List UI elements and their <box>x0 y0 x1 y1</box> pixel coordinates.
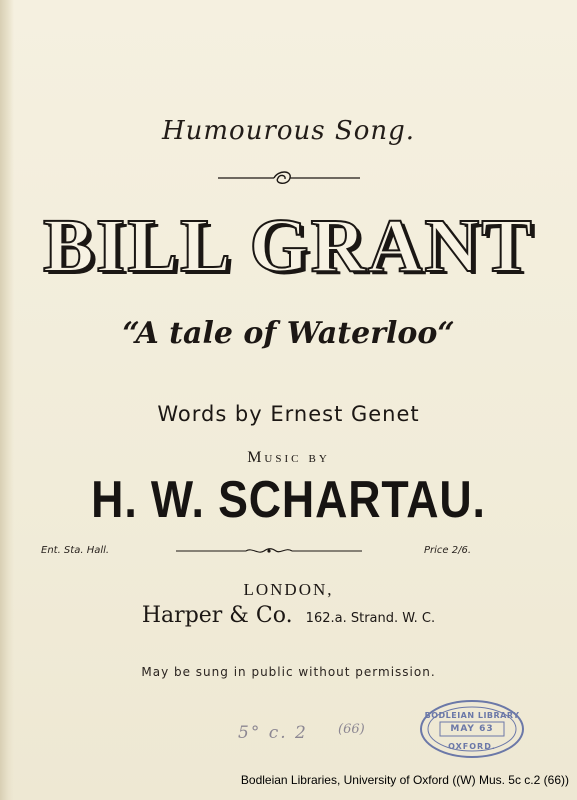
source-credit: Bodleian Libraries, University of Oxford ((W) Mus. 5c c.2 (66)) <box>240 773 569 787</box>
composer-name: H. W. SCHARTAU. <box>91 471 486 529</box>
pencil-shelfmark: 5° c. 2 <box>238 723 308 743</box>
pencil-shelfmark-number: (66) <box>338 722 365 737</box>
song-subtitle: “A tale of Waterloo“ <box>122 316 455 351</box>
divider-ornament <box>176 545 362 557</box>
song-title: BILL GRANT <box>43 204 534 288</box>
genre-heading: Humourous Song. <box>161 116 416 146</box>
lyricist-credit: Words by Ernest Genet <box>157 402 420 426</box>
flourish-ornament <box>216 166 362 190</box>
performance-permission: May be sung in public without permission. <box>141 665 436 679</box>
stamp-library-name: BODLEIAN LIBRARY <box>424 711 520 720</box>
publisher-address: 162.a. Strand. W. C. <box>305 611 436 626</box>
publisher-name: Harper & Co. <box>141 603 293 628</box>
library-stamp <box>418 698 526 760</box>
imprint-city: LONDON, <box>243 580 334 599</box>
music-by-label: Music by <box>247 449 330 466</box>
stamp-city: OXFORD. <box>448 742 496 751</box>
stamp-date: MAY 63 <box>450 724 494 734</box>
registration-note: Ent. Sta. Hall. <box>41 545 110 556</box>
publisher-line <box>0 603 577 628</box>
price-note: Price 2/6. <box>424 545 472 556</box>
